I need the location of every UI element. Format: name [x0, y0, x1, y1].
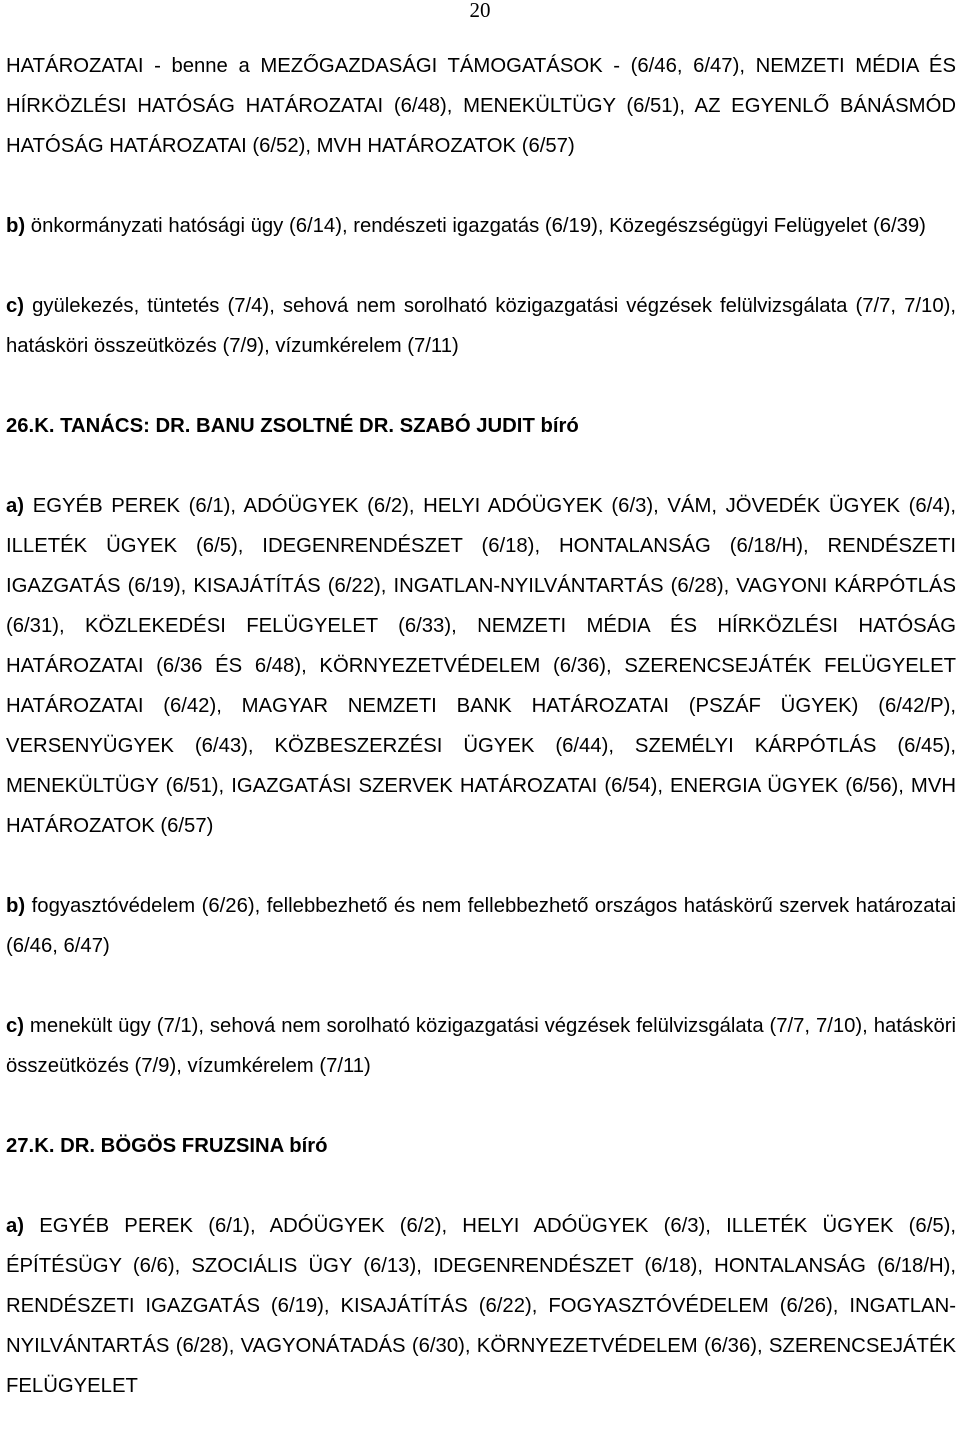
intro-text: HATÁROZATAI - benne a MEZŐGAZDASÁGI TÁMOGATÁSOK - (6/46, 6/47), NEMZETI MÉDIA ÉS HÍRKÖZLÉSI HATÓSÁG HATÁROZATAI (6/48), MENEKÜLTÜGY (6/51), AZ EGYENLŐ BÁNÁSMÓD HATÓSÁG HATÁROZATAI (6/52), MVH HATÁROZATOK (6/57)	[6, 55, 956, 157]
page-number: 20	[469, 0, 491, 22]
council-27-a-text: EGYÉB PEREK (6/1), ADÓÜGYEK (6/2), HELYI ADÓÜGYEK (6/3), ILLETÉK ÜGYEK (6/5), ÉPÍTÉSÜGY (6/6), SZOCIÁLIS ÜGY (6/13), IDEGENRENDÉSZET (6/18), HONTALANSÁG (6/18/H), RENDÉSZETI IGAZGATÁS (6/19), KISAJÁTÍTÁS (6/22), FOGYASZTÓVÉDELEM (6/26), INGATLAN-NYILVÁNTARTÁS (6/28), VAGYONÁTADÁS (6/30), KÖRNYEZETVÉDELEM (6/36), SZERENCSEJÁTÉK FELÜGYELET	[6, 1215, 956, 1397]
item-c-label: c)	[6, 295, 25, 317]
item-c-paragraph	[6, 286, 956, 366]
council-26-a-label: a)	[6, 495, 25, 517]
council-26-item-b	[6, 886, 956, 966]
item-c-text: gyülekezés, tüntetés (7/4), sehová nem sorolható közigazgatási végzések felülvizsgálata (7/7, 7/10), hatásköri összeütközés (7/9), vízumkérelem (7/11)	[6, 295, 956, 357]
council-26-item-c	[6, 1006, 956, 1086]
council-26-item-a	[6, 486, 956, 846]
item-b-paragraph	[6, 206, 956, 246]
item-b-text: önkormányzati hatósági ügy (6/14), rendészeti igazgatás (6/19), Közegészségügyi Felügyelet (6/39)	[25, 215, 926, 237]
council-26-heading: 26.K. TANÁCS: DR. BANU ZSOLTNÉ DR. SZABÓ JUDIT bíró	[6, 415, 579, 437]
intro-paragraph	[6, 46, 956, 166]
item-b-label: b)	[6, 215, 26, 237]
council-26-b-label: b)	[6, 895, 26, 917]
council-26-b-text: fogyasztóvédelem (6/26), fellebbezhető és nem fellebbezhető országos hatáskörű szervek határozatai (6/46, 6/47)	[6, 895, 956, 957]
council-26-c-label: c)	[6, 1015, 25, 1037]
council-27-heading: 27.K. DR. BÖGÖS FRUZSINA bíró	[6, 1135, 328, 1157]
council-27-a-label: a)	[6, 1215, 25, 1237]
council-26-a-text: EGYÉB PEREK (6/1), ADÓÜGYEK (6/2), HELYI ADÓÜGYEK (6/3), VÁM, JÖVEDÉK ÜGYEK (6/4), ILLETÉK ÜGYEK (6/5), IDEGENRENDÉSZET (6/18), HONTALANSÁG (6/18/H), RENDÉSZETI IGAZGATÁS (6/19), KISAJÁTÍTÁS (6/22), INGATLAN-NYILVÁNTARTÁS (6/28), VAGYONI KÁRPÓTLÁS (6/31), KÖZLEKEDÉSI FELÜGYELET (6/33), NEMZETI MÉDIA ÉS HÍRKÖZLÉSI HATÓSÁG HATÁROZATAI (6/36 ÉS 6/48), KÖRNYEZETVÉDELEM (6/36), SZERENCSEJÁTÉK FELÜGYELET HATÁROZATAI (6/42), MAGYAR NEMZETI BANK HATÁROZATAI (PSZÁF ÜGYEK) (6/42/P), VERSENYÜGYEK (6/43), KÖZBESZERZÉSI ÜGYEK (6/44), SZEMÉLYI KÁRPÓTLÁS (6/45), MENEKÜLTÜGY (6/51), IGAZGATÁSI SZERVEK HATÁROZATAI (6/54), ENERGIA ÜGYEK (6/56), MVH HATÁROZATOK (6/57)	[6, 495, 956, 837]
council-26-c-text: menekült ügy (7/1), sehová nem sorolható közigazgatási végzések felülvizsgálata (7/7, 7/10), hatásköri összeütközés (7/9), vízumkérelem (7/11)	[6, 1015, 956, 1077]
council-27-item-a	[6, 1206, 956, 1406]
document-body	[6, 46, 956, 1406]
